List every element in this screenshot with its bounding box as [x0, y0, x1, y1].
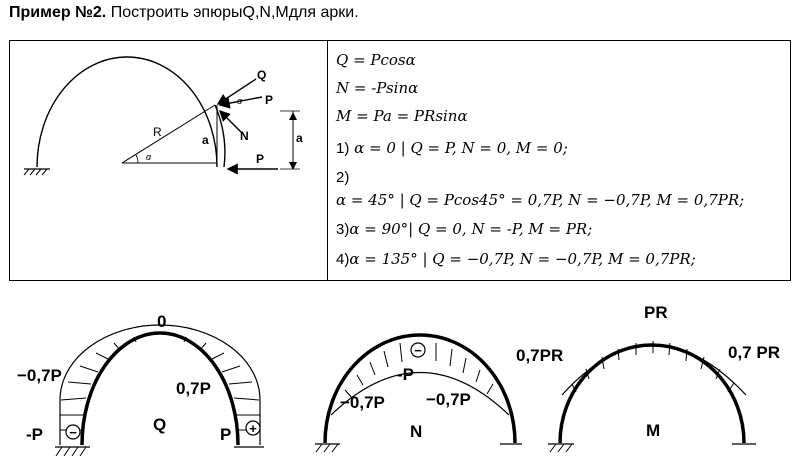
formula-M: M = Pa = PRsinα: [336, 107, 468, 125]
Q-bottom-right: P: [220, 425, 232, 444]
arch-scheme: [10, 41, 326, 279]
Q-bottom-left: -P: [26, 425, 43, 444]
label-a-right: a: [296, 131, 303, 145]
N-top-value: -P: [397, 365, 414, 384]
case-1-text: α = 0 | Q = P, N = 0, M = 0;: [349, 139, 568, 157]
case-1-num: 1): [336, 140, 350, 157]
Q-minus-sign: −: [69, 425, 77, 440]
N-minus-sign: −: [414, 343, 422, 358]
case-3: [336, 220, 592, 238]
diagram-M: [510, 295, 802, 465]
M-top-value: PR: [644, 303, 668, 322]
arch-curve: [37, 57, 217, 167]
label-alpha-center: α: [146, 152, 152, 162]
case-4-text: α = 135° | Q = −0,7P, N = −0,7P, M = 0,7PR;: [349, 250, 696, 268]
case-2-num: 2): [336, 169, 350, 186]
diagram-Q: [0, 300, 280, 465]
diagram-N: [300, 300, 530, 465]
Q-left-value: −0,7P: [17, 366, 62, 385]
case-3-num: 3): [336, 221, 350, 238]
M-right-value: 0,7 PR: [728, 343, 780, 362]
Q-label: Q: [153, 415, 167, 434]
M-label: M: [646, 421, 661, 440]
label-P-top: P: [265, 93, 274, 107]
support-hatch: [24, 169, 47, 175]
label-Q: Q: [257, 68, 267, 82]
page-title: [9, 4, 359, 22]
formula-Q: Q = Pcosα: [336, 51, 416, 69]
title-text: Построить эпюрыQ,N,Mдля арки.: [106, 4, 359, 21]
example-table: [9, 40, 791, 281]
label-R: R: [153, 125, 162, 139]
label-N: N: [240, 129, 249, 143]
case-2: α = 45° | Q = Pcos45° = 0,7P, N = −0,7P, M = 0,7PR;: [336, 191, 745, 209]
case-3-text: α = 90°| Q = 0, N = -P, M = PR;: [349, 220, 593, 238]
formula-N: N = -Psinα: [336, 79, 419, 97]
N-left-value: −0,7P: [340, 393, 385, 412]
label-alpha-top: α: [237, 96, 243, 106]
M-left-value: 0,7PR: [516, 346, 564, 365]
label-a-inner: a: [202, 133, 209, 147]
case-1: [336, 139, 568, 157]
N-right-value: −0,7P: [426, 390, 471, 409]
table-divider: [327, 41, 328, 280]
case-4-num: 4): [336, 251, 350, 268]
Q-right-value: 0,7P: [176, 379, 211, 398]
label-P-bottom: P: [256, 152, 265, 166]
Q-top-value: 0: [157, 312, 167, 331]
case-4: [336, 250, 696, 268]
title-bold: Пример №2.: [9, 4, 107, 21]
N-label: N: [410, 422, 423, 441]
Q-plus-sign: +: [249, 421, 257, 436]
